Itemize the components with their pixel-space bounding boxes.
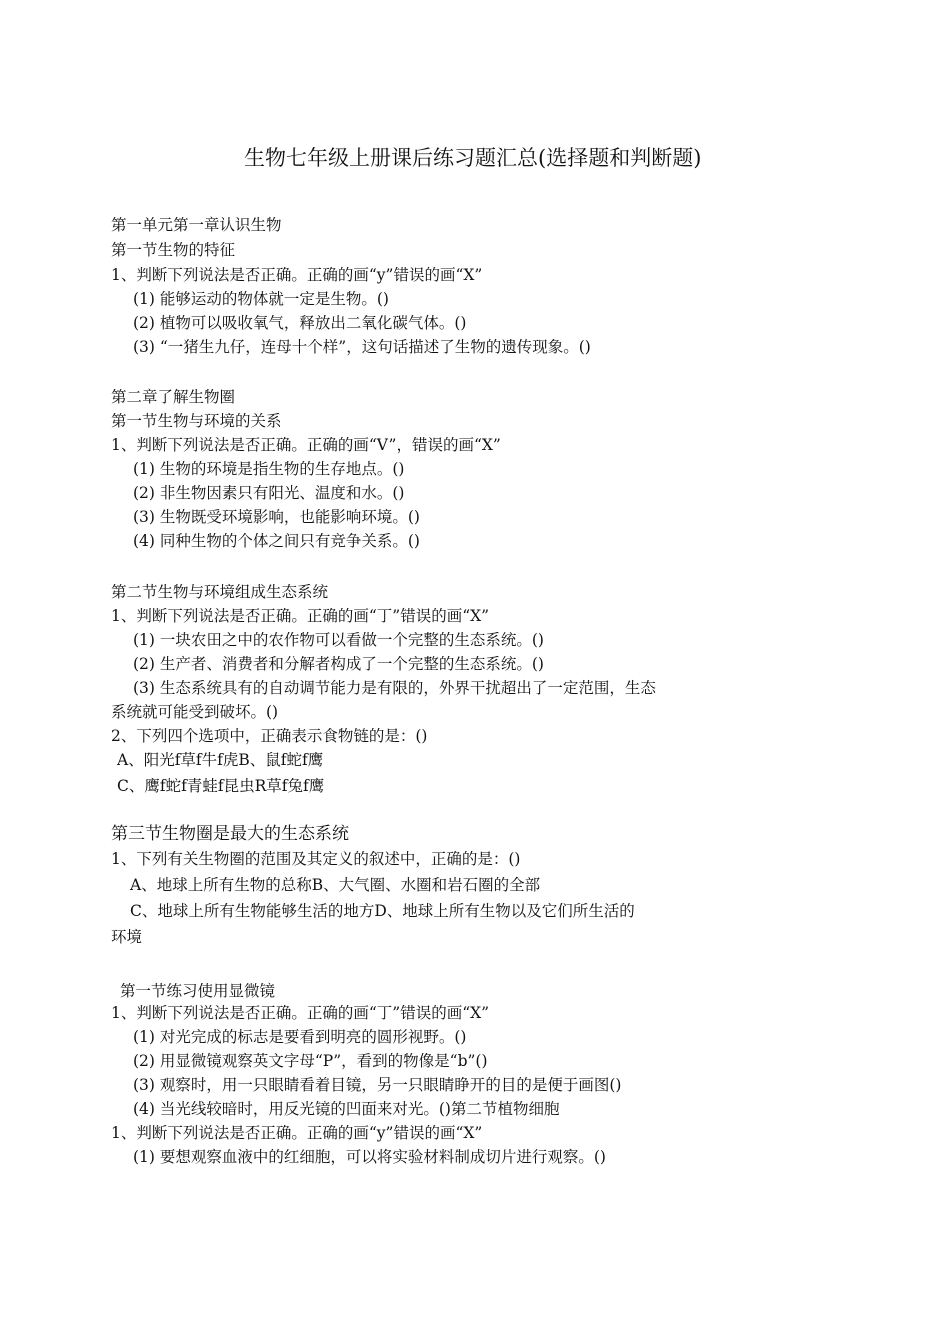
- unit-heading: 第一单元第一章认识生物: [111, 216, 282, 234]
- statement-item: (2) 用显微镜观察英文字母“P”，看到的物像是“b”(): [133, 1052, 488, 1070]
- answer-options: A、地球上所有生物的总称B、大气圈、水圈和岩石圈的全部: [130, 876, 541, 894]
- answer-options-continuation: 环境: [111, 928, 143, 946]
- statement-item: (4) 同种生物的个体之间只有竞争关系。(): [133, 532, 420, 550]
- section-heading: 第二节生物与环境组成生态系统: [111, 583, 329, 601]
- statement-item: (3) 观察时，用一只眼睛看着目镜，另一只眼睛睁开的目的是便于画图(): [133, 1076, 622, 1094]
- statement-item: (2) 植物可以吸收氧气，释放出二氧化碳气体。(): [133, 314, 467, 332]
- statement-item: (1) 一块农田之中的农作物可以看做一个完整的生态系统。(): [133, 631, 544, 649]
- answer-options: C、地球上所有生物能够生活的地方D、地球上所有生物以及它们所生活的: [130, 902, 635, 920]
- section-heading: 第三节生物圈是最大的生态系统: [111, 824, 349, 844]
- statement-item: (3) 生态系统具有的自动调节能力是有限的，外界干扰超出了一定范围，生态: [133, 679, 656, 697]
- statement-item-continuation: 系统就可能受到破坏。(): [111, 703, 279, 721]
- section-heading: 第一节生物与环境的关系: [111, 412, 282, 430]
- question-prompt: 1、判断下列说法是否正确。正确的画“丁”错误的画“X”: [111, 607, 490, 625]
- question-prompt: 2、下列四个选项中，正确表示食物链的是：(): [111, 727, 428, 745]
- question-prompt: 1、判断下列说法是否正确。正确的画“丁”错误的画“X”: [111, 1004, 490, 1022]
- section-heading: 第一节练习使用显微镜: [120, 982, 276, 1000]
- answer-options: A、阳光f草f牛f虎B、鼠f蛇f鹰: [117, 751, 324, 769]
- statement-item: (1) 能够运动的物体就一定是生物。(): [133, 290, 389, 308]
- question-prompt: 1、判断下列说法是否正确。正确的画“y”错误的画“X”: [111, 266, 483, 284]
- question-prompt: 1、下列有关生物圈的范围及其定义的叙述中，正确的是：(): [111, 850, 521, 868]
- statement-item: (1) 生物的环境是指生物的生存地点。(): [133, 460, 405, 478]
- statement-item: (1) 对光完成的标志是要看到明亮的圆形视野。(): [133, 1028, 467, 1046]
- question-prompt: 1、判断下列说法是否正确。正确的画“y”错误的画“X”: [111, 1124, 483, 1142]
- statement-item: (4) 当光线较暗时，用反光镜的凹面来对光。()第二节植物细胞: [133, 1100, 560, 1118]
- statement-item: (3) 生物既受环境影响，也能影响环境。(): [133, 508, 420, 526]
- answer-options: C、鹰f蛇f青蛙f昆虫R草f兔f鹰: [117, 777, 325, 795]
- document-title: 生物七年级上册课后练习题汇总(选择题和判断题): [244, 146, 702, 170]
- statement-item: (2) 生产者、消费者和分解者构成了一个完整的生态系统。(): [133, 655, 544, 673]
- statement-item: (1) 要想观察血液中的红细胞，可以将实验材料制成切片进行观察。(): [133, 1148, 606, 1166]
- statement-item: (3) “一猪生九仔，连母十个样”，这句话描述了生物的遗传现象。(): [133, 338, 591, 356]
- statement-item: (2) 非生物因素只有阳光、温度和水。(): [133, 484, 405, 502]
- section-heading: 第一节生物的特征: [111, 241, 236, 259]
- chapter-heading: 第二章了解生物圈: [111, 388, 236, 406]
- question-prompt: 1、判断下列说法是否正确。正确的画“V”，错误的画“X”: [111, 436, 501, 454]
